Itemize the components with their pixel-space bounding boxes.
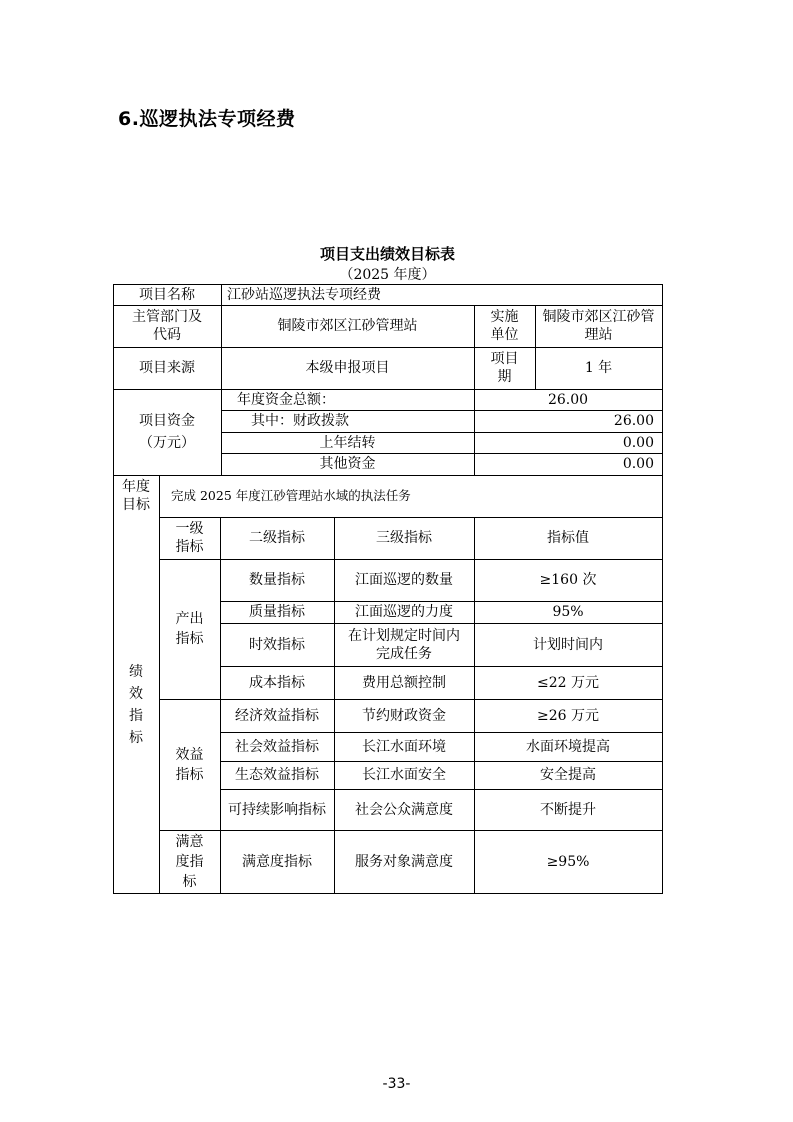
header-value: 指标值 xyxy=(547,530,589,546)
funds-fiscal-label: 其中：财政拨款 xyxy=(251,413,349,429)
funds-total-value: 26.00 xyxy=(547,391,589,408)
project-name-value: 江砂站巡逻执法专项经费 xyxy=(227,286,381,303)
header-level3: 三级指标 xyxy=(376,530,432,546)
indicator-value: ≥160 次 xyxy=(539,572,597,588)
indicator-l2: 数量指标 xyxy=(249,572,305,588)
perf-label: 绩效指标 xyxy=(129,664,143,746)
indicator-value: ≥26 万元 xyxy=(537,707,599,724)
indicator-l3: 服务对象满意度 xyxy=(355,853,453,870)
group-name: 产出指标 xyxy=(175,611,204,647)
indicator-l2: 满意度指标 xyxy=(242,853,312,870)
funds-other-label: 其他资金 xyxy=(319,456,376,472)
indicator-l3: 江面巡逻的数量 xyxy=(355,572,453,588)
indicator-l3: 长江水面环境 xyxy=(362,738,446,755)
period-value: 1 年 xyxy=(584,360,613,376)
funds-fiscal-value: 26.00 xyxy=(613,413,654,429)
project-name-label: 项目名称 xyxy=(139,286,195,303)
section-heading: 6.巡逻执法专项经费 xyxy=(118,108,296,130)
indicator-l2: 成本指标 xyxy=(249,674,305,691)
indicator-l3: 江面巡逻的力度 xyxy=(355,604,453,620)
funds-carry-label: 上年结转 xyxy=(319,434,376,451)
impl-label: 实施单位 xyxy=(490,309,519,343)
goal-value: 完成 2025 年度江砂管理站水域的执法任务 xyxy=(171,488,411,503)
table-subtitle: （2025 年度） xyxy=(339,267,436,283)
page-number: -33- xyxy=(382,1076,411,1092)
indicator-l2: 经济效益指标 xyxy=(235,707,319,724)
header-level1: 一级指标 xyxy=(175,521,204,555)
indicator-value: 不断提升 xyxy=(540,801,596,818)
indicator-l3: 长江水面安全 xyxy=(362,767,446,783)
group-name: 效益指标 xyxy=(175,746,204,783)
indicator-l2: 时效指标 xyxy=(249,636,305,653)
indicator-value: 安全提高 xyxy=(540,767,596,783)
indicator-l2: 可持续影响指标 xyxy=(228,801,326,818)
header-level2: 二级指标 xyxy=(249,530,305,546)
impl-value: 铜陵市郊区江砂管理站 xyxy=(542,309,655,343)
source-value: 本级申报项目 xyxy=(305,360,390,376)
indicator-l3: 社会公众满意度 xyxy=(355,801,453,818)
indicator-l2: 生态效益指标 xyxy=(235,767,319,783)
indicator-l3: 在计划规定时间内完成任务 xyxy=(348,627,460,662)
source-label: 项目来源 xyxy=(139,360,195,376)
indicator-l3: 节约财政资金 xyxy=(362,707,446,724)
table-title: 项目支出绩效目标表 xyxy=(319,245,455,263)
indicator-value: 95% xyxy=(552,604,584,620)
dept-value: 铜陵市郊区江砂管理站 xyxy=(277,318,418,334)
funds-other-value: 0.00 xyxy=(622,456,654,472)
indicator-value: 水面环境提高 xyxy=(526,738,610,755)
group-name: 满意度指标 xyxy=(175,833,204,890)
dept-label: 主管部门及代码 xyxy=(132,309,202,343)
funds-total-label: 年度资金总额： xyxy=(237,391,335,408)
indicator-l2: 社会效益指标 xyxy=(235,738,319,755)
indicator-value: ≥95% xyxy=(546,853,590,870)
indicator-value: ≤22 万元 xyxy=(537,674,599,691)
funds-carry-value: 0.00 xyxy=(622,434,654,451)
period-label: 项目期 xyxy=(490,351,519,385)
goal-label: 年度目标 xyxy=(122,479,150,513)
indicator-value: 计划时间内 xyxy=(533,636,603,653)
indicator-l3: 费用总额控制 xyxy=(362,674,446,691)
funds-label: 项目资金（万元） xyxy=(139,413,195,451)
indicator-l2: 质量指标 xyxy=(249,604,305,620)
